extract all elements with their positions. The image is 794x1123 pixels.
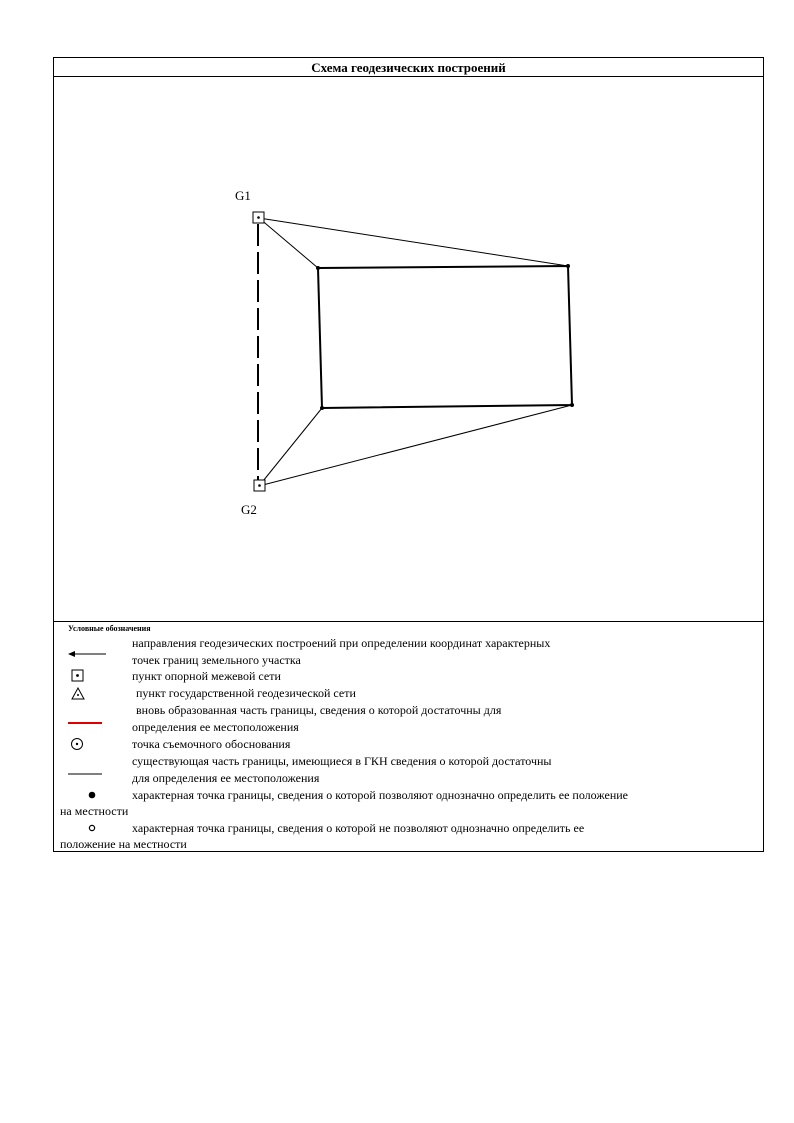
legend-item-existing-boundary: существующая часть границы, имеющиеся в ГКН сведения о которой достаточны xyxy=(132,754,552,768)
survey-diagram xyxy=(54,58,763,621)
triangle-point-icon xyxy=(71,687,85,701)
boundary-point xyxy=(316,266,320,270)
g2-center-dot xyxy=(258,484,261,487)
g1-center-dot xyxy=(257,216,260,219)
filled-dot-icon xyxy=(87,790,97,800)
legend-item-existing-boundary-cont: для определения ее местоположения xyxy=(132,771,320,785)
legend-separator xyxy=(54,621,763,622)
hollow-dot-icon xyxy=(87,823,97,833)
circle-dot-icon xyxy=(70,737,84,751)
black-line-icon xyxy=(68,772,104,776)
scheme-frame xyxy=(53,57,764,852)
legend-item-determinate-point: характерная точка границы, сведения о которой позволяют однозначно определить ее положение xyxy=(132,788,628,802)
legend-item-indeterminate-point-cont: положение на местности xyxy=(60,837,187,851)
legend-item-state-geodetic-point: пункт государственной геодезической сети xyxy=(136,686,356,700)
survey-line-g2-p4 xyxy=(259,408,322,486)
boundary-point xyxy=(320,406,324,410)
g2-label: G2 xyxy=(241,502,257,517)
legend-title: Условные обозначения xyxy=(68,624,151,633)
legend-item-survey-directions-cont: точек границ земельного участка xyxy=(132,653,301,667)
survey-line-g2-p3 xyxy=(259,405,572,486)
arrow-left-icon xyxy=(68,649,108,659)
legend-item-reference-point: пункт опорной межевой сети xyxy=(132,669,281,683)
boundary-point xyxy=(566,264,570,268)
g1-label: G1 xyxy=(235,188,251,203)
legend-item-indeterminate-point: характерная точка границы, сведения о которой не позволяют однозначно определить ее xyxy=(132,821,585,835)
legend-item-new-boundary-cont: определения ее местоположения xyxy=(132,720,299,734)
legend-item-new-boundary: вновь образованная часть границы, сведения о которой достаточны для xyxy=(136,703,502,717)
survey-line-g1-p2 xyxy=(259,218,568,266)
legend-item-determinate-point-cont: на местности xyxy=(60,804,129,818)
square-dot-icon xyxy=(71,669,85,683)
legend-item-survey-directions: направления геодезических построений при определении координат характерных xyxy=(132,636,551,650)
legend-item-survey-base-point: точка съемочного обоснования xyxy=(132,737,291,751)
red-line-icon xyxy=(68,720,104,726)
parcel-boundary xyxy=(318,266,572,408)
page-title: Схема геодезических построений xyxy=(54,58,763,77)
boundary-point xyxy=(570,403,574,407)
